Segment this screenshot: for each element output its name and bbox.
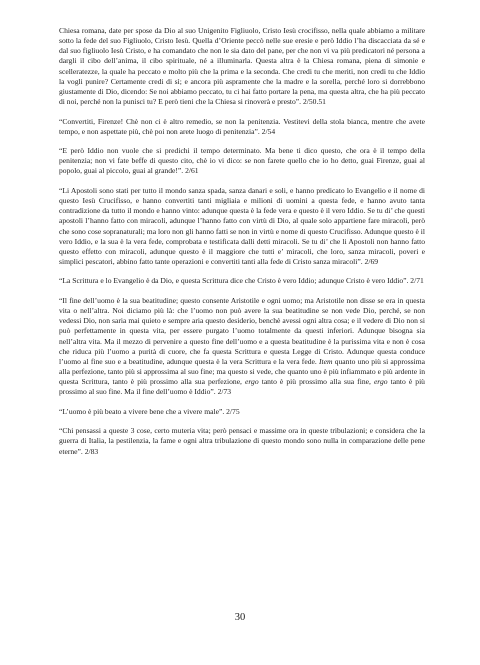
quote-paragraph (59, 117, 425, 137)
quote-paragraph (59, 407, 425, 417)
quote-paragraph (59, 426, 425, 456)
quote-paragraph (59, 296, 425, 398)
quote-paragraph (59, 146, 425, 176)
page-number: 30 (234, 612, 246, 623)
quote-paragraph (59, 186, 425, 267)
text-segment: “Il fine dell’uomo è la sua beatitudine; questo consente Aristotile e ogni uomo; ma Aristotile non disse se era in questa vita o nell’altra. Noi diciamo più là: che l’uomo non può avere la sua beatitudine se non vede Dio, perché, se non vedessi Dio, non saria mai quieto e sempre aria questo desiderio, benchè avessi ogni altra cosa; e il vedere di Dio non si può perfettamente in questa vita, per essere purgato l’uomo totalmente da questi inferiori. Adunque bisogna sia nell’altra vita. Ma il mezzo di pervenire a questo fine dell’uomo e a questa beatitudine è la purissima vita e non è cosa che riduca più l’uomo a purità di cuore, che fa questa Scrittura e questa Legge di Cristo. Adunque questa conduce l’uomo al fine suo e a beatitudine, adunque questa è la vera Scrittura e la vera fede. (59, 295, 425, 366)
text-segment: “Chi pensassi a queste 3 cose, certo muteria vita; però pensaci e massime ora in queste tribulazioni; e considera che la guerra di Italia, la pestilenzia, la fame e ogni altra tribulazione di questo mondo sono nulla in comparazione delle pene eterne”. 2/83 (59, 426, 425, 456)
italic-text-segment: Item (318, 356, 333, 366)
text-segment: “L’uomo è più beato a vivere bene che a vivere male”. 2/75 (59, 406, 240, 416)
text-segment: “Convertiti, Firenze! Chè non ci è altro remedio, se non la penitenzia. Vestitevi della stola bianca, mentre che avete tempo, e non aspettate più, chè poi non arete luogo di penitenzia”. 2/54 (59, 116, 425, 136)
text-segment: tanto è più prossimo alla sua fine, (258, 377, 374, 387)
quote-paragraph (59, 26, 425, 107)
text-segment: quanto uno più si approssima alla perfezione, tanto più si approssima al suo fine; ma questo si vede, che quanto uno è più infiammato e più ardente in questa Scrittura, tanto è più prossimo alla sua perfezione, (59, 356, 426, 387)
text-segment: Chiesa romana, date per spose da Dio al suo Unigenito Figliuolo, Cristo Iesù crocifisso, nella quale abbiamo a militare sotto la fede del suo Figliuolo, Cristo Iesù. Quella d’Oriente peccò nelle sue eresie e però Iddio l’ha discacciata da sé e dal suo figliuolo Iesù Cristo, e ha comandato che non le sia dato del pane, per che non vi va più predicatori né persona a dargli il cibo dell’anima, il cibo spirituale, né a illuminarla. Questa altra è la Chiesa romana, piena di simonie e scelleratezze, la quale ha peccato e molto più che la prima e la seconda. Che credi tu che meriti, non credi tu che Iddio la vogli punire? Certamente credi di sì; e ancora più aspramente che la madre e la sorella, perché loro si dorrebbono giustamente di Dio, dicendo: Se noi abbiamo peccato, tu ci hai fatto portare la pena, ma questa altra, che ha più peccato di noi, perché non la punisci tu? E però tieni che la Chiesa si rinoverà e presto”. 2/50.51 (59, 26, 425, 107)
italic-text-segment: ergo (245, 377, 259, 387)
quote-paragraph (59, 276, 425, 286)
italic-text-segment: ergo (373, 377, 388, 387)
text-segment: “Li Apostoli sono stati per tutto il mondo sanza spada, sanza danari e soli, e hanno predicato lo Evangelio e il nome di questo Iesù Crucifisso, e hanno convertiti tanti migliaia e milioni di uomini a questa fede, e hanno avuto tanta contradizione da tutto il mondo e hanno vinto: adunque questa è la fede vera e questo è il vero Iddio. Se tu di’ che questi apostoli l’hanno fatto con miracoli, adunque l’hanno fatto con virtù di Dio, al quale solo appartiene fare miracoli, però che sono cose sopranaturali; ma loro non gli hanno fatti se non in virtù e nome di questo Crucifisso. Adunque questo è il vero Iddio, e la sua è la vera fede, comprobata e testificata dalli detti miracoli. Se tu di’ che li Apostoli non hanno fatto questo effetto con miracoli, adunque questo è il maggiore che tutti e’ miracoli, che loro, sanza miracoli, poveri e simplici pescatori, abbino fatto tante operazioni e convertiti tanti alla fede di Cristo sanza miracoli”. 2/69 (59, 185, 425, 267)
text-segment: “E però Iddio non vuole che si predichi il tempo determinato. Ma bene ti dico questo, che ora è il tempo della penitenzia; non vi fate beffe di questo cito, chè io vi dico: se non farete quello che io ho detto, guai Firenze, guai al popolo, guai al piccolo, guai al grande!”. 2/61 (59, 146, 425, 176)
text-segment: tanto è più prossimo al suo fine. Ma il fine dell’uomo è Iddio”. 2/73 (59, 377, 425, 397)
text-segment: “La Scrittura e lo Evangelio è da Dio, e questa Scrittura dice che Cristo è vero Iddio; adunque Cristo è vero Iddio”. 2/71 (59, 276, 424, 286)
page-body-text (59, 26, 425, 466)
